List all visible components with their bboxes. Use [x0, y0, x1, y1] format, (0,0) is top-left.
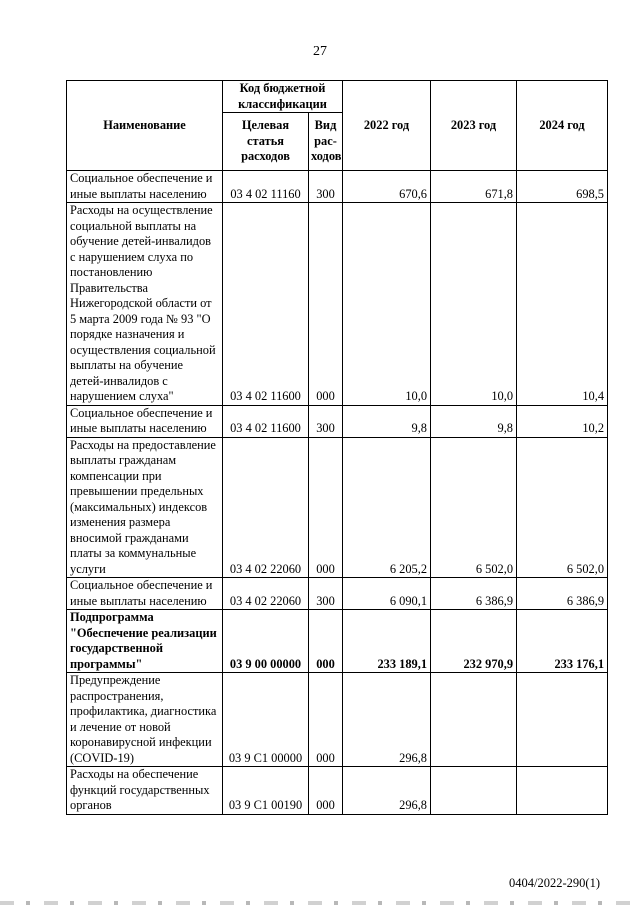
row-value-2022: 296,8: [343, 767, 431, 815]
row-target-article: 03 4 02 11160: [223, 171, 309, 203]
row-name: Социальное обеспечение и иные выплаты населению: [67, 578, 223, 610]
row-value-2024: 233 176,1: [517, 610, 608, 673]
row-name: Предупреждение распространения, профилактика, диагностика и лечение от новой коронавирусной инфекции (COVID-19): [67, 673, 223, 767]
row-value-2024: 6 386,9: [517, 578, 608, 610]
row-value-2022: 670,6: [343, 171, 431, 203]
header-2022: 2022 год: [343, 81, 431, 171]
row-target-article: 03 9 С1 00000: [223, 673, 309, 767]
table-row: [67, 203, 608, 406]
row-name: Подпрограмма "Обеспечение реализации государственной программы": [67, 610, 223, 673]
row-value-2022: 10,0: [343, 203, 431, 406]
row-value-2024: 6 502,0: [517, 437, 608, 578]
row-expense-type: 000: [309, 673, 343, 767]
header-2024: 2024 год: [517, 81, 608, 171]
row-target-article: 03 9 00 00000: [223, 610, 309, 673]
row-value-2024: 698,5: [517, 171, 608, 203]
row-value-2024: [517, 673, 608, 767]
row-value-2023: [431, 767, 517, 815]
row-target-article: 03 4 02 22060: [223, 437, 309, 578]
row-value-2023: 232 970,9: [431, 610, 517, 673]
table-row: [67, 578, 608, 610]
row-target-article: 03 4 02 22060: [223, 578, 309, 610]
table-row: [67, 171, 608, 203]
row-name: Расходы на осуществление социальной выплаты на обучение детей-инвалидов с нарушением слуха по постановлению Правительства Нижегородской области от 5 марта 2009 года № 93 "О порядке назначения и осуществления социальной выплаты на обучение детей-инвалидов с нарушением слуха": [67, 203, 223, 406]
table-row: [67, 767, 608, 815]
table-row: [67, 437, 608, 578]
row-value-2024: 10,2: [517, 405, 608, 437]
table-row: [67, 673, 608, 767]
table-row: [67, 610, 608, 673]
row-expense-type: 300: [309, 578, 343, 610]
row-value-2023: [431, 673, 517, 767]
header-expense-type: Вид рас-ходов: [309, 113, 343, 171]
row-name: Расходы на обеспечение функций государственных органов: [67, 767, 223, 815]
row-expense-type: 000: [309, 203, 343, 406]
row-target-article: 03 4 02 11600: [223, 203, 309, 406]
row-name: Социальное обеспечение и иные выплаты населению: [67, 171, 223, 203]
row-value-2024: 10,4: [517, 203, 608, 406]
scan-edge-artifact: [0, 901, 640, 905]
row-value-2023: 9,8: [431, 405, 517, 437]
row-value-2022: 296,8: [343, 673, 431, 767]
row-expense-type: 000: [309, 437, 343, 578]
row-expense-type: 300: [309, 405, 343, 437]
row-value-2022: 6 205,2: [343, 437, 431, 578]
row-value-2023: 10,0: [431, 203, 517, 406]
table-body: [67, 171, 608, 815]
row-value-2023: 6 502,0: [431, 437, 517, 578]
row-expense-type: 300: [309, 171, 343, 203]
header-2023: 2023 год: [431, 81, 517, 171]
row-value-2024: [517, 767, 608, 815]
budget-table: [66, 80, 608, 815]
row-value-2022: 6 090,1: [343, 578, 431, 610]
row-value-2022: 233 189,1: [343, 610, 431, 673]
row-value-2022: 9,8: [343, 405, 431, 437]
header-code-group: Код бюджетной классификации: [223, 81, 343, 113]
row-expense-type: 000: [309, 767, 343, 815]
header-name: Наименование: [67, 81, 223, 171]
row-expense-type: 000: [309, 610, 343, 673]
page-number: 27: [313, 44, 327, 59]
row-target-article: 03 4 02 11600: [223, 405, 309, 437]
header-target-article: Целевая статья расходов: [223, 113, 309, 171]
document-code: 0404/2022-290(1): [509, 876, 600, 890]
row-name: Социальное обеспечение и иные выплаты населению: [67, 405, 223, 437]
row-name: Расходы на предоставление выплаты гражданам компенсации при превышении предельных (максимальных) индексов изменения размера вносимой гражданами платы за коммунальные услуги: [67, 437, 223, 578]
row-value-2023: 671,8: [431, 171, 517, 203]
table-row: [67, 405, 608, 437]
row-value-2023: 6 386,9: [431, 578, 517, 610]
row-target-article: 03 9 С1 00190: [223, 767, 309, 815]
